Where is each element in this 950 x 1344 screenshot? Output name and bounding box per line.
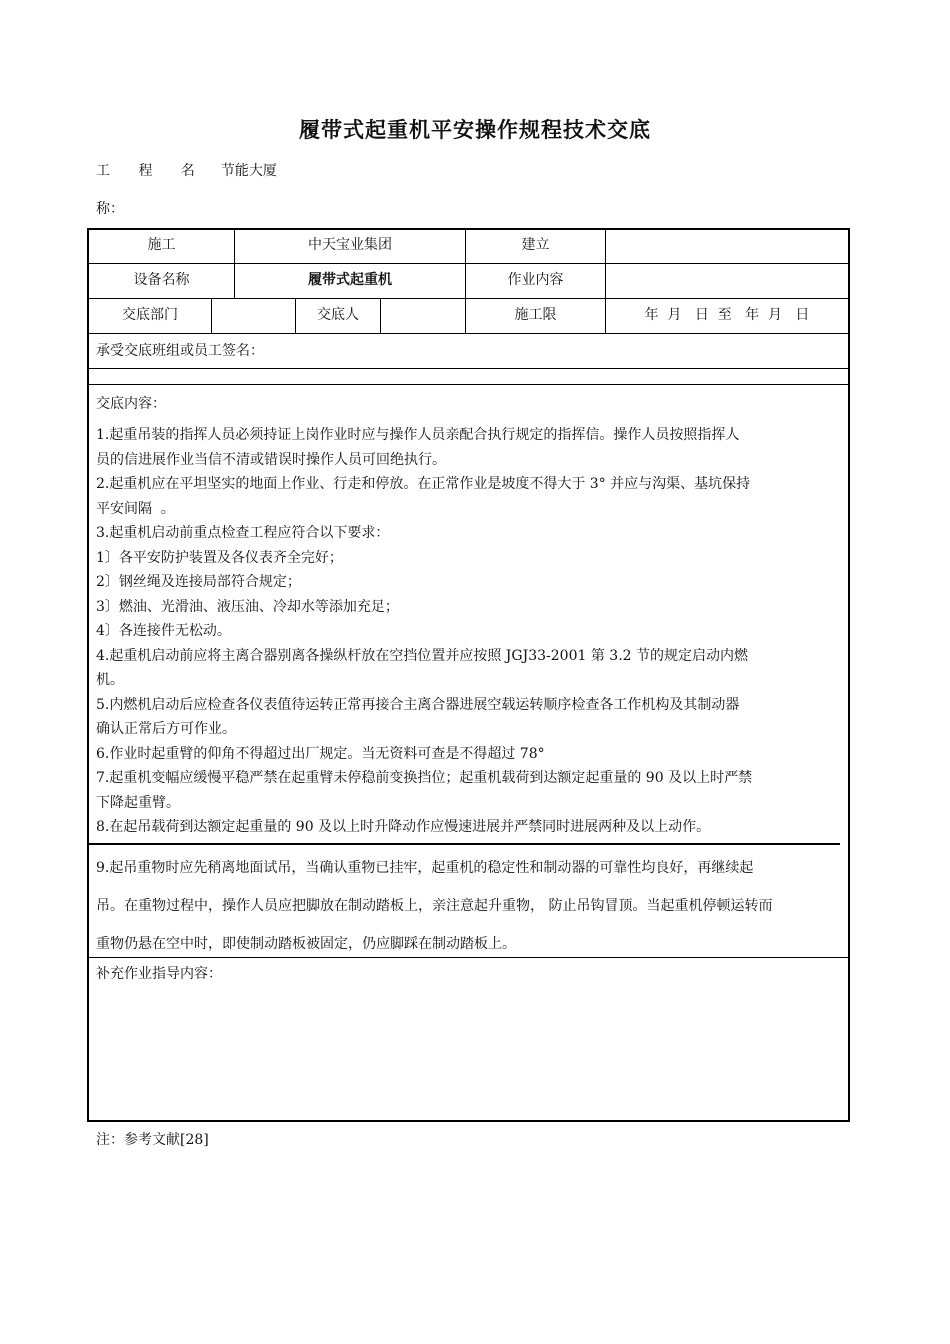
work-content-label: 作业内容 — [507, 272, 564, 288]
signature-label: 承受交底班组或员工签名： — [96, 343, 264, 359]
table-rule — [87, 333, 850, 334]
item-9-line: 9.起吊重物时应先稍离地面试吊，当确认重物已挂牢，起重机的稳定性和制动器的可靠性均良好，再继续起 — [96, 860, 754, 876]
disclosure-dept-label: 交底部门 — [122, 307, 178, 323]
table-rule — [211, 298, 212, 333]
document-title: 履带式起重机平安操作规程技术交底 — [299, 118, 651, 142]
disclosure-person-label: 交底人 — [317, 307, 359, 323]
content-line: 确认正常后方可作业。 — [96, 721, 236, 737]
content-line: 7.起重机变幅应缓慢平稳严禁在起重臂未停稳前变换挡位；起重机载荷到达额定起重量的 90 及以上时严禁 — [96, 770, 753, 786]
project-name-value: 节能大厦 — [220, 163, 277, 179]
content-line: 员的信进展作业当信不清或错误时操作人员可回绝执行。 — [96, 451, 446, 468]
content-line: 5.内燃机启动后应检查各仪表值待运转正常再接合主离合器进展空载运转顺序检查各工作机构及其制动器 — [96, 696, 740, 713]
construction-period-value: 年 月 日 至 年 月 日 — [644, 307, 810, 323]
content-line: 4〕各连接件无松动。 — [96, 623, 231, 639]
reference-note: 注：参考文献[28] — [96, 1132, 209, 1148]
content-line: 2.起重机应在平坦坚实的地面上作业、行走和停放。在正常作业是坡度不得大于 3° 并应与沟渠、基坑保持 — [96, 476, 751, 492]
table-rule — [87, 263, 850, 264]
content-line: 平安间隔 。 — [96, 500, 175, 517]
project-name-label-tail: 称： — [96, 201, 124, 217]
table-rule — [87, 384, 850, 385]
item-9-body — [96, 849, 844, 963]
construction-value: 中天宝业集团 — [308, 237, 392, 253]
content-line: 1〕各平安防护装置及各仪表齐全完好； — [96, 549, 343, 566]
construction-period-label: 施工限 — [514, 307, 557, 323]
supplement-label: 补充作业指导内容： — [96, 966, 222, 982]
content-line: 8.在起吊载荷到达额定起重量的 90 及以上时升降动作应慢速进展并严禁同时进展两种及以上动作。 — [96, 819, 711, 835]
table-rule — [380, 298, 381, 333]
content-label: 交底内容： — [96, 396, 166, 412]
content-line: 2〕钢丝绳及连接局部符合规定； — [96, 574, 301, 590]
content-line: 机。 — [96, 672, 124, 688]
project-name-row — [96, 160, 277, 180]
project-name-label: 工 程 名 — [96, 163, 207, 179]
construction-label: 施工 — [147, 237, 176, 253]
content-body — [96, 423, 844, 840]
equipment-value: 履带式起重机 — [308, 272, 392, 288]
content-line: 4.起重机启动前应将主离合器别离各操纵杆放在空挡位置并应按照 JGJ33-2001 第 3.2 节的规定启动内燃 — [96, 647, 749, 664]
content-line: 1.起重吊装的指挥人员必须持证上岗作业时应与操作人员亲配合执行规定的指挥信。操作人员按照指挥人 — [96, 427, 740, 443]
content-line: 下降起重臂。 — [96, 794, 180, 811]
table-rule — [87, 298, 850, 299]
content-line: 6.作业时起重臂的仰角不得超过出厂规定。当无资料可查是不得超过 78° — [96, 745, 545, 762]
item-9-line: 重物仍悬在空中时，即使制动踏板被固定，仍应脚踩在制动踏板上。 — [96, 936, 516, 952]
table-rule — [87, 368, 850, 369]
content-line: 3〕燃油、光滑油、液压油、冷却水等添加充足； — [96, 598, 399, 615]
supervision-label: 建立 — [521, 237, 550, 253]
equipment-label: 设备名称 — [133, 272, 190, 288]
section-divider — [87, 843, 840, 845]
content-line: 3.起重机启动前重点检查工程应符合以下要求： — [96, 525, 390, 541]
item-9-line: 吊。在重物过程中，操作人员应把脚放在制动踏板上，亲注意起升重物， 防止吊钩冒顶。当起重机停顿运转而 — [96, 898, 773, 914]
